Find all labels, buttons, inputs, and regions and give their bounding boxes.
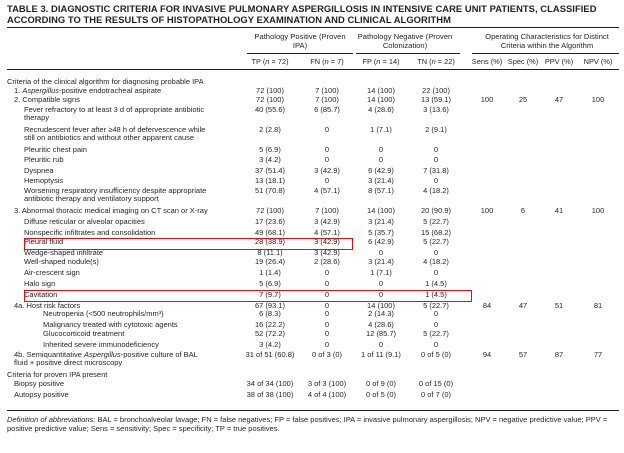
highlight-box-halo-sign (24, 290, 472, 302)
table-cell: 37 (51.4) (254, 166, 286, 175)
row-label: Autopsy positive (14, 390, 69, 399)
row-label: Diffuse reticular or alveolar opacities (24, 217, 145, 226)
table-cell: 7 (100) (315, 95, 339, 104)
row-label: 4b. Semiquantitative Aspergillus-positive culture of BAL fluid + positive direct microscopy (14, 350, 198, 367)
table-cell: 0 (433, 320, 439, 329)
row-label: Inherited severe immunodeficiency (43, 340, 159, 349)
table-cell: 3 (21.4) (368, 176, 394, 185)
col-header-npv: NPV (%) (583, 57, 613, 66)
table-cell: 0 of 3 (0) (311, 350, 342, 359)
bottom-rule (7, 410, 619, 411)
col-header-fp: FP (n = 14) (362, 57, 400, 66)
table-cell: 6 (42.9) (368, 166, 394, 175)
table-cell: 12 (85.7) (365, 329, 397, 338)
table-cell: 0 (433, 176, 439, 185)
table-cell: 6 (85.7) (314, 105, 340, 114)
row-label: Worsening respiratory insufficiency despite appropriate antibiotic therapy and ventilatory support (24, 186, 207, 203)
table-cell: 3 (4.2) (259, 340, 281, 349)
table-cell: 100 (480, 95, 494, 104)
table-cell: 1 (4.5) (425, 279, 447, 288)
table-cell: 72 (100) (256, 206, 284, 215)
table-cell: 47 (554, 95, 564, 104)
table-cell: 3 (42.9) (314, 248, 340, 257)
header-group-negative: Pathology Negative (Proven Colonization) (357, 32, 453, 50)
row-label: Cavitation (24, 290, 58, 299)
row-label: 4a. Host risk factors (14, 301, 81, 310)
table-cell: 14 (100) (367, 95, 395, 104)
row-label: Criteria for proven IPA present (7, 370, 108, 379)
header-group-positive: Pathology Positive (Proven IPA) (254, 32, 346, 50)
table-cell: 0 (433, 268, 439, 277)
table-cell: 0 (378, 279, 384, 288)
table-cell: 0 (324, 279, 330, 288)
row-label: Hemoptysis (24, 176, 64, 185)
table-cell: 0 of 9 (0) (365, 379, 396, 388)
table-cell: 49 (68.1) (254, 228, 286, 237)
table-cell: 8 (57.1) (368, 186, 394, 195)
table-cell: 0 (378, 340, 384, 349)
group-rule-positive (247, 53, 353, 54)
table-cell: 0 (433, 340, 439, 349)
table-cell: 0 (324, 268, 330, 277)
table-cell: 3 (42.9) (314, 237, 340, 246)
table-cell: 8 (11.1) (257, 248, 283, 257)
row-label: Halo sign (24, 279, 56, 288)
row-label: Wedge-shaped infiltrate (24, 248, 104, 257)
table-cell: 0 (378, 290, 384, 299)
header-rule (7, 69, 619, 70)
table-cell: 3 of 3 (100) (307, 379, 347, 388)
table-cell: 0 (324, 309, 330, 318)
table-cell: 7 (9.7) (259, 290, 281, 299)
footnote: Definition of abbreviations: BAL = bronchoalveolar lavage; FN = false negatives; FP = false positives; IPA = invasive pulmonary aspergillosis; NPV = negative predictive value; PPV = positive predictive value; Sens = sensitivity; Spec = specificity; TP = true positives. (7, 415, 608, 434)
table-cell: 2 (9.1) (425, 125, 447, 134)
table-cell: 0 (433, 248, 439, 257)
table-cell: 0 (324, 176, 330, 185)
table-cell: 5 (22.7) (423, 237, 449, 246)
col-header-tn: TN (n = 22) (417, 57, 455, 66)
table-cell: 0 of 7 (0) (420, 390, 451, 399)
col-header-tp: TP (n = 72) (251, 57, 289, 66)
table-cell: 0 (324, 145, 330, 154)
table-cell: 3 (21.4) (368, 217, 394, 226)
table-cell: 5 (22.7) (423, 329, 449, 338)
table-cell: 0 (378, 248, 384, 257)
table-cell: 57 (518, 350, 528, 359)
row-label: Air-crescent sign (24, 268, 80, 277)
table-cell: 100 (591, 95, 605, 104)
table-cell: 0 (324, 301, 330, 310)
row-label: 3. Abnormal thoracic medical imaging on CT scan or X-ray (14, 206, 208, 215)
col-header-sens: Sens (%) (471, 57, 503, 66)
row-label: 2. Compatible signs (14, 95, 80, 104)
table-cell: 52 (72.2) (254, 329, 286, 338)
col-header-ppv: PPV (%) (544, 57, 574, 66)
table-cell: 0 (378, 145, 384, 154)
table-cell: 3 (42.9) (314, 217, 340, 226)
row-label: Pleuritic chest pain (24, 145, 87, 154)
table-cell: 0 of 5 (0) (365, 390, 396, 399)
table-cell: 38 of 38 (100) (246, 390, 294, 399)
row-label: Recrudescent fever after ≥48 h of defervescence while still on antibiotics and without other apparent cause (24, 125, 206, 142)
table-cell: 5 (6.9) (259, 279, 281, 288)
table-cell: 1 of 11 (9.1) (361, 350, 401, 359)
table-cell: 6 (520, 206, 526, 215)
table-cell: 67 (93.1) (254, 301, 286, 310)
table-cell: 7 (100) (315, 206, 339, 215)
table-cell: 0 of 15 (0) (418, 379, 454, 388)
table-cell: 1 (7.1) (370, 125, 392, 134)
table-cell: 7 (100) (315, 86, 339, 95)
table-cell: 7 (31.8) (423, 166, 449, 175)
table-cell: 17 (23.6) (254, 217, 286, 226)
row-label: Neutropenia (<500 neutrophils/mm³) (43, 309, 164, 318)
table-cell: 41 (554, 206, 564, 215)
table-cell: 84 (482, 301, 492, 310)
table-cell: 2 (28.6) (314, 257, 340, 266)
table-cell: 3 (42.9) (314, 166, 340, 175)
table-cell: 22 (100) (422, 86, 450, 95)
table-cell: 72 (100) (256, 86, 284, 95)
table-cell: 5 (6.9) (259, 145, 281, 154)
table-cell: 3 (13.6) (423, 105, 449, 114)
table-cell: 0 (324, 155, 330, 164)
table-cell: 0 (324, 125, 330, 134)
table-cell: 28 (38.9) (254, 237, 286, 246)
table-cell: 1 (7.1) (370, 268, 392, 277)
table-title: TABLE 3. DIAGNOSTIC CRITERIA FOR INVASIVE PULMONARY ASPERGILLOSIS IN INTENSIVE CARE UNIT PATIENTS, CLASSIFIED ACCORDING TO THE RESULTS OF HISTOPATHOLOGY EXAMINATION AND CLINICAL ALGORITHM (7, 3, 597, 25)
table-cell: 81 (593, 301, 603, 310)
table-cell: 0 of 5 (0) (420, 350, 451, 359)
header-group-operating: Operating Characteristics for Distinct Criteria within the Algorithm (485, 32, 609, 50)
table-cell: 20 (90.9) (420, 206, 452, 215)
table-cell: 5 (22.7) (423, 217, 449, 226)
table-cell: 4 (18.2) (423, 186, 449, 195)
table-cell: 3 (4.2) (259, 155, 281, 164)
table-cell: 16 (22.2) (254, 320, 286, 329)
table-cell: 94 (482, 350, 492, 359)
table-cell: 100 (591, 206, 605, 215)
table-cell: 4 (57.1) (314, 186, 340, 195)
row-label: Malignancy treated with cytotoxic agents (43, 320, 178, 329)
table-cell: 1 (4.5) (425, 290, 447, 299)
table-cell: 14 (100) (367, 206, 395, 215)
table-cell: 34 of 34 (100) (246, 379, 294, 388)
table-cell: 4 (57.1) (314, 228, 340, 237)
table-cell: 0 (433, 155, 439, 164)
table-cell: 25 (518, 95, 528, 104)
table-cell: 0 (433, 145, 439, 154)
table-cell: 0 (324, 329, 330, 338)
table-cell: 14 (100) (367, 86, 395, 95)
table-cell: 77 (593, 350, 603, 359)
table-cell: 0 (324, 340, 330, 349)
table-cell: 3 (21.4) (368, 257, 394, 266)
table-cell: 2 (2.8) (259, 125, 281, 134)
table-cell: 5 (22.7) (423, 301, 449, 310)
table-cell: 6 (42.9) (368, 237, 394, 246)
highlight-box-nonspecific-infiltrates (24, 238, 353, 250)
table-cell: 14 (100) (367, 301, 395, 310)
top-rule (7, 27, 619, 28)
group-rule-negative (356, 53, 460, 54)
table-cell: 51 (70.8) (254, 186, 286, 195)
table-cell: 4 (28.6) (368, 105, 394, 114)
table-cell: 31 of 51 (60.8) (245, 350, 295, 359)
table-cell: 4 (28.6) (368, 320, 394, 329)
row-label: Nonspecific infiltrates and consolidation (24, 228, 156, 237)
row-label: Fever refractory to at least 3 d of appropriate antibiotic therapy (24, 105, 205, 122)
table-cell: 4 of 4 (100) (307, 390, 347, 399)
table-cell: 72 (100) (256, 95, 284, 104)
table-cell: 40 (55.6) (254, 105, 286, 114)
table-cell: 15 (68.2) (420, 228, 452, 237)
table-cell: 47 (518, 301, 528, 310)
table-cell: 5 (35.7) (368, 228, 394, 237)
group-rule-operating (472, 53, 619, 54)
table-cell: 0 (433, 309, 439, 318)
row-label: Biopsy positive (14, 379, 65, 388)
col-header-fn: FN (n = 7) (310, 57, 344, 66)
table-cell: 1 (1.4) (259, 268, 281, 277)
table-cell: 0 (378, 155, 384, 164)
row-label: Well-shaped nodule(s) (24, 257, 99, 266)
table-cell: 13 (59.1) (420, 95, 452, 104)
table-cell: 4 (18.2) (423, 257, 449, 266)
table-cell: 100 (480, 206, 494, 215)
table-cell: 0 (324, 290, 330, 299)
row-label: Glucocorticoid treatment (43, 329, 125, 338)
table-cell: 13 (18.1) (254, 176, 286, 185)
table-cell: 87 (554, 350, 564, 359)
row-label: Pleural fluid (24, 237, 64, 246)
row-label: 1. Aspergillus-positive endotracheal aspirate (14, 86, 162, 95)
table-cell: 0 (324, 320, 330, 329)
table-cell: 51 (554, 301, 564, 310)
table-cell: 2 (14.3) (368, 309, 394, 318)
row-label: Criteria of the clinical algorithm for diagnosing probable IPA (7, 77, 204, 86)
row-label: Dyspnea (24, 166, 54, 175)
table-cell: 19 (26.4) (254, 257, 286, 266)
col-header-spec: Spec (%) (507, 57, 539, 66)
table-cell: 6 (8.3) (259, 309, 281, 318)
row-label: Pleuritic rub (24, 155, 64, 164)
